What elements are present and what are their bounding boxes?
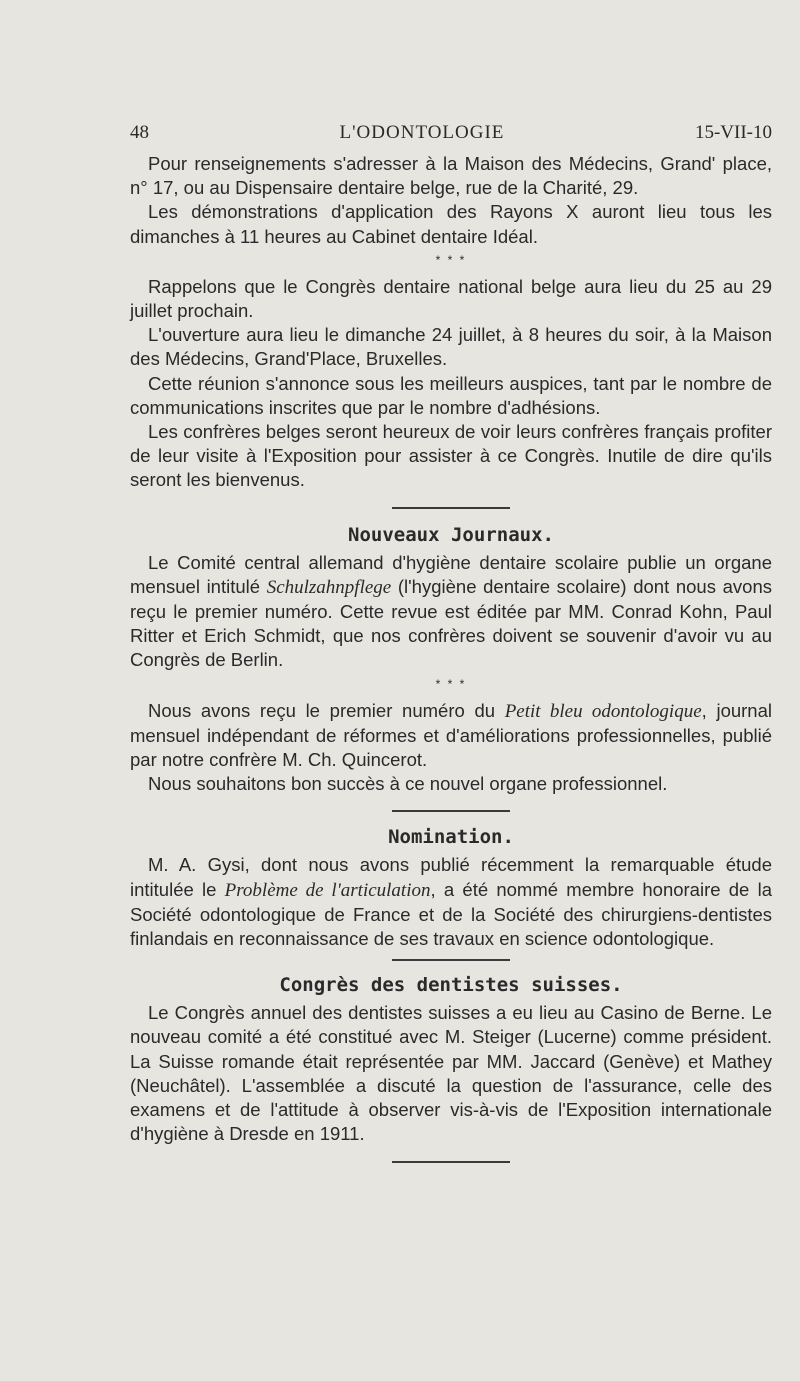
text-span: Le Comité central allemand d'hygiène dentaire scolaire publie un organe mensuel intitulé xyxy=(130,551,772,597)
section-rule xyxy=(392,810,510,812)
asterism-separator: * * * xyxy=(435,252,467,267)
page xyxy=(130,122,772,1163)
paragraph: Nous souhaitons bon succès à ce nouvel organe professionnel. xyxy=(148,773,668,795)
running-head xyxy=(130,122,772,152)
issue-date: 15-VII-10 xyxy=(694,122,772,143)
section-heading: Nouveaux Journaux. xyxy=(348,523,554,546)
page-number: 48 xyxy=(130,122,149,143)
paragraph: Les confrères belges seront heureux de voir leurs confrères français profiter de leur visite à l'Exposition pour assister à ce Congrès. Inutile de dire qu'ils seront les bienvenus. xyxy=(130,421,772,491)
section-rule xyxy=(392,507,510,509)
text-span: , a été nommé membre honoraire de la Société odontologique de France et de la Société des chirurgiens-dentistes finlandais en reconnaissance de ses travaux en science odontologique. xyxy=(130,878,772,950)
italic-title: Problème de l'articulation xyxy=(224,879,431,901)
journal-title: L'ODONTOLOGIE xyxy=(339,122,505,143)
paragraph: Pour renseignements s'adresser à la Maison des Médecins, Grand' place, n° 17, ou au Dispensaire dentaire belge, rue de la Charité, 29. xyxy=(130,153,772,199)
paragraph: Le Congrès annuel des dentistes suisses a eu lieu au Casino de Berne. Le nouveau comité a été constitué avec M. Steiger (Lucerne) comme président. La Suisse romande était représentée par MM. Jaccard (Genève) et Mathey (Neuchâtel). L'assemblée a discuté la question de l'assurance, celle des examens et de l'attitude à observer vis-à-vis de l'Exposition internationale d'hygiène à Dresde en 1911. xyxy=(130,1002,772,1145)
paragraph xyxy=(130,853,772,951)
section-heading: Congrès des dentistes suisses. xyxy=(279,974,623,997)
paragraph: Rappelons que le Congrès dentaire national belge aura lieu du 25 au 29 juillet prochain. xyxy=(130,275,772,322)
text-span: M. A. Gysi, dont nous avons publié récemment la remarquable étude intitulée le xyxy=(130,854,772,900)
section-rule xyxy=(392,959,510,961)
italic-title: Petit bleu odontologique xyxy=(504,700,702,722)
paragraph xyxy=(130,699,772,773)
asterism-separator: * * * xyxy=(435,676,467,691)
section-heading: Nomination. xyxy=(388,826,514,849)
italic-title: Schulzahnpflege xyxy=(266,576,392,598)
paragraph: Cette réunion s'annonce sous les meilleurs auspices, tant par le nombre de communications inscrites que par le nombre d'adhésions. xyxy=(130,372,772,418)
section-rule xyxy=(392,1161,510,1163)
text-span: , journal mensuel indépendant de réformes et d'améliorations professionnelles, publié par notre confrère M. Ch. Quincerot. xyxy=(130,699,772,771)
paragraph: Les démonstrations d'application des Rayons X auront lieu tous les dimanches à 11 heures au Cabinet dentaire Idéal. xyxy=(130,201,772,247)
text-span: (l'hygiène dentaire scolaire) dont nous avons reçu le premier numéro. Cette revue est éditée par MM. Conrad Kohn, Paul Ritter et Erich Schmidt, que nos confrères doivent se souvenir d'avoir vu au Congrès de Berlin. xyxy=(130,575,772,671)
body-text xyxy=(130,152,772,1163)
text-span: Nous avons reçu le premier numéro du xyxy=(148,699,505,721)
paragraph xyxy=(130,551,772,673)
paragraph: L'ouverture aura lieu le dimanche 24 juillet, à 8 heures du soir, à la Maison des Médecins, Grand'Place, Bruxelles. xyxy=(130,324,772,370)
